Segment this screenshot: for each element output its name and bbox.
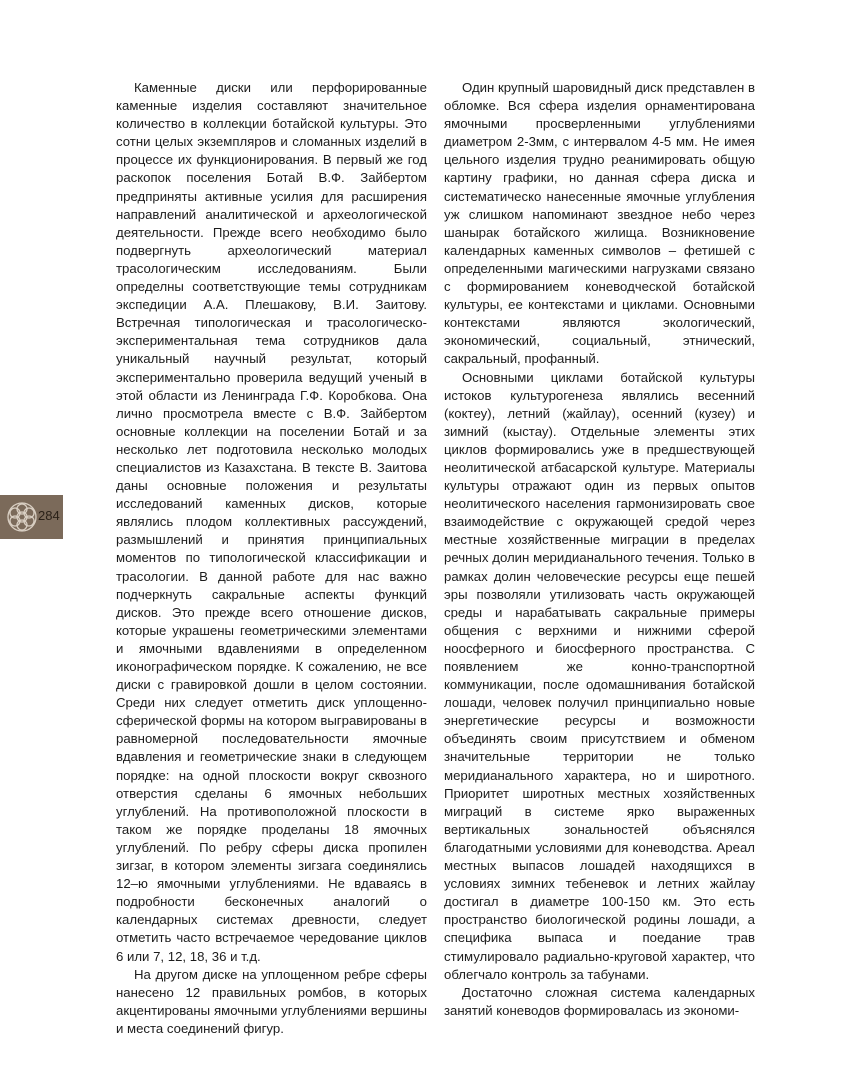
page-number-tab: [0, 495, 63, 539]
page-number: 284: [38, 508, 60, 523]
paragraph: Достаточно сложная система календарных занятий коневодов формировалась из экономи-: [444, 984, 755, 1018]
left-column: [116, 79, 427, 1038]
paragraph: Основными циклами ботайской культуры истоков культурогенеза являлись весенний (коктеу), летний (жайлау), осенний (кузеу) и зимний (кыстау). Отдельные элементы этих циклов формировались уже в предшествующей неолитической атбасарской культуре. Материалы культуры отражают один из первых опытов неолитического населения гармонизировать свое взаимодействие с окружающей средой через местные хозяйственные миграции в пределах речных долин меридианального течения. Только в рамках долин человеческие ресурсы еще пешей эры позволяли утилизовать часть окружающей среды и нарабатывать сакральные примеры общения с верхними и нижними сферой ноосферного и биосферного пространства. С появлением же конно-транспортной коммуникации, после одомашнивания ботайской лошади, человек получил принципиально новые энергетические ресурсы и возможности объединять своим присутствием и обменом значительные территории не только меридианального характера, но и широтного. Приоритет широтных местных хозяйственных миграций в системе ярко выраженных вертикальных зональностей объяснялся благодатными условиями для коневодства. Ареал местных выпасов лошадей находящихся в условиях зимних тебеневок и летних жайлау достигал в диаметре 100-150 км. Это есть пространство биологической родины лошади, а специфика выпаса и поедание трав стимулировало радиально-круговой характер, что облегчало контроль за табунами.: [444, 369, 755, 982]
paragraph: На другом диске на уплощенном ребре сферы нанесено 12 правильных ромбов, в которых акцентированы ямочными углублениями вершины и места соединений фигур.: [116, 966, 427, 1036]
paragraph: Каменные диски или перфорированные каменные изделия составляют значительное количество в коллекции ботайской культуры. Это сотни целых экземпляров и сломанных изделий в процессе их функционирования. В первый же год раскопок поселения Ботай В.Ф. Зайбертом предприняты активные усилия для расширения направлений аналитической и археологической деятельности. Прежде всего необходимо было подвергнуть археологический материал трасологическим исследованиям. Были определны соответствующие темы сотрудникам экспедиции А.А. Плешакову, В.И. Заитову. Встречная типологическая и трасологическо-экспериментальная тема сотрудников дала уникальный научный результат, который экспериментально проверила ведущий ученый в этой области из Ленинграда Г.Ф. Коробкова. Она лично просмотрела вместе с В.Ф. Зайбертом основные коллекции на поселении Ботай и за несколько лет подготовила несколько молодых специалистов из Казахстана. В тексте В. Заитова даны основные положения и результаты исследований каменных дисков, которые являлись плодом коллективных рассуждений, размышлений и принятия принципиальных моментов по типологической классификации и трасологии. В данной работе для нас важно подчеркнуть сакральные аспекты функций дисков. Это прежде всего отношение дисков, которые украшены геометрическими элементами и ямочными вдавлениями в определенном иконографическом порядке. К сожалению, не все диски с гравировкой дошли в целом состоянии. Среди них следует отметить диск уплощенно-сферической формы на котором выгравированы в равномерной последовательности ямочные вдавления и геометрические знаки в следующем порядке: на одной плоскости вокруг сквозного отверстия сделаны 6 ямочных небольших углублений. На противоположной плоскости в таком же порядке проделаны 18 ямочных углублений. По ребру сферы диска пропилен зигзаг, в котором элементы зигзага соединялись 12–ю ямочными углублениями. Не вдаваясь в подробности бесконечных аналогий о календарных системах древности, следует отметить часто встречаемое чередование циклов 6 или 7, 12, 18, 36 и т.д.: [116, 80, 427, 964]
ornament-icon: [4, 499, 40, 535]
right-column: [444, 79, 755, 1020]
paragraph: Один крупный шаровидный диск представлен в обломке. Вся сфера изделия орнаментирована ямочными просверленными углублениями диаметром 2-3мм, с интервалом 4-5 мм. Не имея цельного изделия трудно реанимировать общую картину графики, но данная сфера диска и систематическо нанесенные ямочные углубления уж слишком напоминают звездное небо через шанырак ботайского жилища. Возникновение календарных каменных символов – фетишей с определенными магическими нагрузками связано с формированием коневодческой ботайской культуры, ее контекстами и циклами. Основными контекстами являются экологический, экономический, социальный, этнический, сакральный, профанный.: [444, 80, 755, 367]
